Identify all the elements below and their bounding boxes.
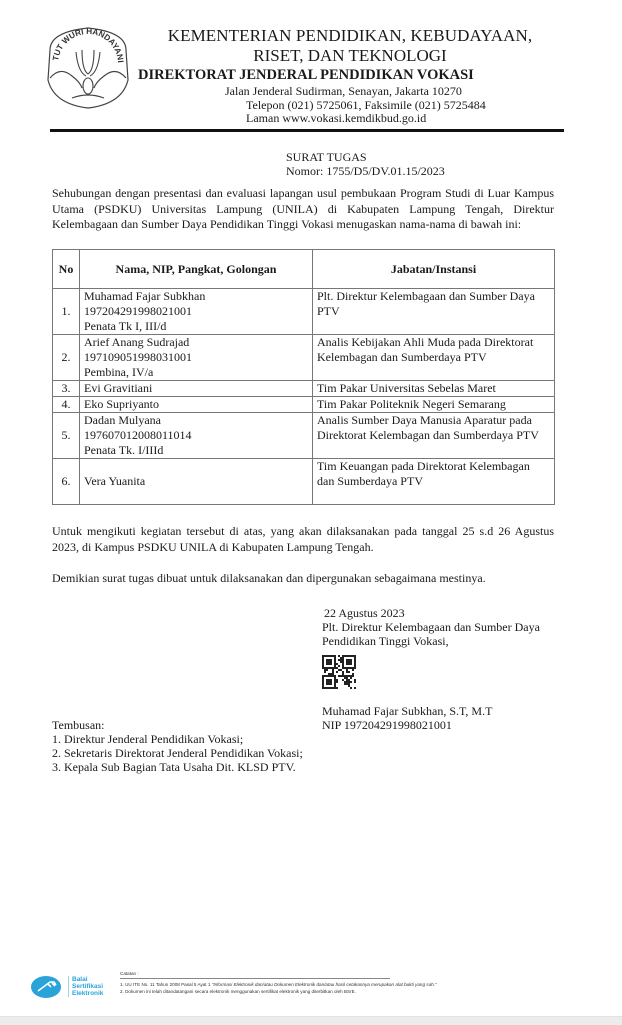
header-no: No bbox=[53, 250, 80, 289]
bsre-logo-icon bbox=[30, 975, 64, 999]
row-no: 6. bbox=[53, 459, 80, 505]
person-rank: Penata Tk I, III/d bbox=[84, 319, 167, 333]
person-nip: 197109051998031001 bbox=[84, 350, 192, 364]
notes-divider bbox=[120, 978, 390, 979]
row-position: Plt. Direktur Kelembagaan dan Sumber Daya PTV bbox=[313, 289, 555, 335]
qr-code-icon bbox=[322, 655, 356, 689]
signatory-name: Muhamad Fajar Subkhan, S.T, M.T bbox=[322, 704, 493, 718]
person-rank: Pembina, IV/a bbox=[84, 365, 154, 379]
bsre-brand-line1: Balai bbox=[72, 976, 88, 983]
person-name: Eko Supriyanto bbox=[80, 397, 313, 413]
phone-fax: Telepon (021) 5725061, Faksimile (021) 5725484 bbox=[246, 98, 486, 112]
row-person bbox=[80, 413, 313, 459]
signature-date: 22 Agustus 2023 bbox=[324, 606, 405, 620]
bsre-brand-line3: Elektronik bbox=[72, 990, 104, 997]
table-row bbox=[53, 413, 555, 459]
intro-paragraph: Sehubungan dengan presentasi dan evaluasi lapangan usul pembukaan Program Studi di Luar Kampus Utama (PSDKU) Universitas Lampung (UNILA) di Kabupaten Lampung Tengah, Direktur Kelembagaan dan Sumber Daya Pendidikan Tinggi Vokasi menugaskan nama-nama di bawah ini: bbox=[52, 186, 554, 231]
header-name: Nama, NIP, Pangkat, Golongan bbox=[80, 250, 313, 289]
note-1-prefix: 1. UU ITE No. 11 Tahun 2008 Pasal 5 Ayat 1 bbox=[120, 982, 212, 987]
row-no: 2. bbox=[53, 335, 80, 381]
svg-text:TUT WURI HANDAYANI: TUT WURI HANDAYANI bbox=[51, 26, 125, 63]
row-person bbox=[80, 289, 313, 335]
ministry-name-line1: KEMENTERIAN PENDIDIKAN, KEBUDAYAAN, bbox=[167, 26, 533, 45]
table-header-row bbox=[53, 250, 555, 289]
person-name: Arief Anang Sudrajad bbox=[84, 335, 190, 349]
cc-item: 3. Kepala Sub Bagian Tata Usaha Dit. KLSD PTV. bbox=[52, 760, 296, 774]
table-row bbox=[53, 381, 555, 397]
row-position: Analis Sumber Daya Manusia Aparatur pada Direktorat Kelembagan dan Sumberdaya PTV bbox=[313, 413, 555, 459]
note-1 bbox=[120, 981, 590, 988]
row-no: 1. bbox=[53, 289, 80, 335]
signatory-nip: NIP 197204291998021001 bbox=[322, 718, 452, 732]
row-position: Tim Keuangan pada Direktorat Kelembagan dan Sumberdaya PTV bbox=[313, 459, 555, 505]
person-name: Dadan Mulyana bbox=[84, 413, 161, 427]
person-name: Vera Yuanita bbox=[80, 459, 313, 505]
activity-paragraph: Untuk mengikuti kegiatan tersebut di atas, yang akan dilaksanakan pada tanggal 25 s.d 26 Agustus 2023, di Kampus PSDKU UNILA di Kabupaten Lampung Tengah. bbox=[52, 524, 554, 554]
table-row bbox=[53, 289, 555, 335]
person-name: Evi Gravitiani bbox=[80, 381, 313, 397]
person-nip: 197607012008011014 bbox=[84, 428, 192, 442]
notes-label: Catatan : bbox=[120, 971, 139, 976]
row-no: 4. bbox=[53, 397, 80, 413]
note-2: 2. Dokumen ini telah ditandatangani secara elektronik menggunakan sertifikat elektronik yang diterbitkan oleh BSrE. bbox=[120, 989, 356, 994]
letter-title: SURAT TUGAS bbox=[286, 150, 367, 164]
address: Jalan Jenderal Sudirman, Senayan, Jakarta 10270 bbox=[225, 84, 462, 98]
person-name: Muhamad Fajar Subkhan bbox=[84, 289, 206, 303]
bsre-brand bbox=[68, 976, 103, 997]
closing-paragraph: Demikian surat tugas dibuat untuk dilaksanakan dan dipergunakan sebagaimana mestinya. bbox=[52, 571, 486, 585]
letterhead-divider bbox=[50, 129, 564, 132]
row-position: Tim Pakar Universitas Sebelas Maret bbox=[313, 381, 555, 397]
letter-number: Nomor: 1755/D5/DV.01.15/2023 bbox=[286, 164, 445, 178]
table-row bbox=[53, 397, 555, 413]
person-rank: Penata Tk. I/IIId bbox=[84, 443, 164, 457]
row-person bbox=[80, 335, 313, 381]
row-no: 5. bbox=[53, 413, 80, 459]
website: Laman www.vokasi.kemdikbud.go.id bbox=[246, 111, 427, 125]
assignee-table bbox=[52, 249, 555, 505]
ministry-name-line2: RISET, DAN TEKNOLOGI bbox=[253, 46, 447, 65]
bsre-brand-line2: Sertifikasi bbox=[72, 983, 104, 990]
signature-role-line2: Pendidikan Tinggi Vokasi, bbox=[322, 634, 449, 648]
signature-role-line1: Plt. Direktur Kelembagaan dan Sumber Daya bbox=[322, 620, 540, 634]
row-no: 3. bbox=[53, 381, 80, 397]
footer-notes bbox=[120, 970, 590, 995]
row-position: Analis Kebijakan Ahli Muda pada Direktorat Kelembagan dan Sumberdaya PTV bbox=[313, 335, 555, 381]
row-position: Tim Pakar Politeknik Negeri Semarang bbox=[313, 397, 555, 413]
note-1-quote: "Informasi Elektronik dan/atau Dokumen Elektronik dan/atau hasil cetakannya merupakan alat bukti yang sah." bbox=[211, 982, 437, 987]
table-row bbox=[53, 459, 555, 505]
header-position: Jabatan/Instansi bbox=[313, 250, 555, 289]
person-nip: 197204291998021001 bbox=[84, 304, 192, 318]
table-row bbox=[53, 335, 555, 381]
cc-label: Tembusan: bbox=[52, 718, 105, 732]
directorate-name: DIREKTORAT JENDERAL PENDIDIKAN VOKASI bbox=[138, 67, 474, 83]
cc-item: 1. Direktur Jenderal Pendidikan Vokasi; bbox=[52, 732, 244, 746]
cc-item: 2. Sekretaris Direktorat Jenderal Pendidikan Vokasi; bbox=[52, 746, 303, 760]
